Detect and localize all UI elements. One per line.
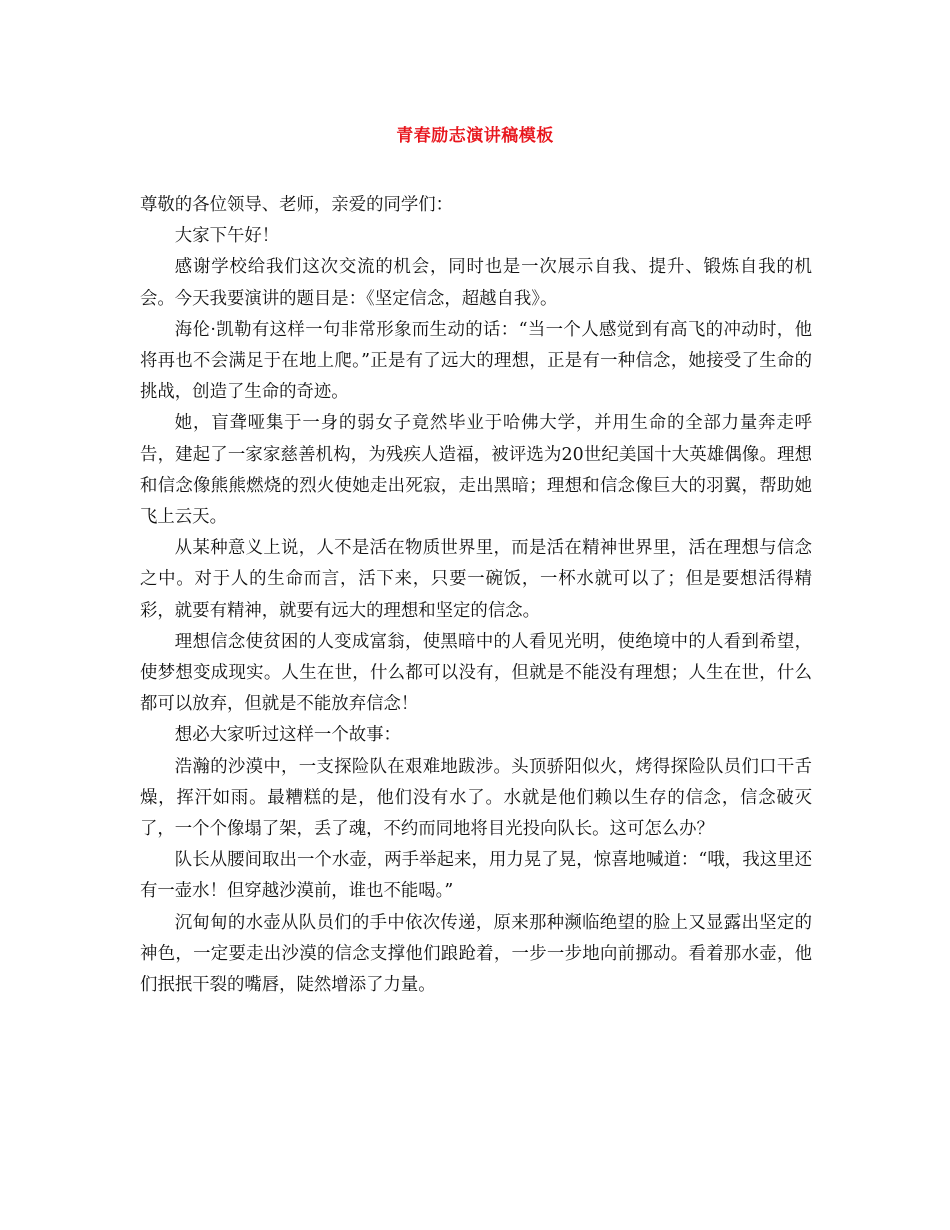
- paragraph: 她，盲聋哑集于一身的弱女子竟然毕业于哈佛大学，并用生命的全部力量奔走呼告，建起了一家家慈善机构，为残疾人造福，被评选为20世纪美国十大英雄偶像。理想和信念像熊熊燃烧的烈火使她走出死寂，走出黑暗；理想和信念像巨大的羽翼，帮助她飞上云天。: [140, 413, 812, 528]
- paragraph: 沉甸甸的水壶从队员们的手中依次传递，原来那种濒临绝望的脸上又显露出坚定的神色，一定要走出沙漠的信念支撑他们踉跄着，一步一步地向前挪动。看着那水壶，他们抿抿干裂的嘴唇，陡然增添了力量。: [140, 912, 812, 996]
- document-body: [140, 190, 812, 1001]
- paragraph: 海伦·凯勒有这样一句非常形象而生动的话：“当一个人感觉到有高飞的冲动时，他将再也不会满足于在地上爬。”正是有了远大的理想，正是有一种信念，她接受了生命的挑战，创造了生命的奇迹。: [140, 319, 812, 403]
- paragraph: 队长从腰间取出一个水壶，两手举起来，用力晃了晃，惊喜地喊道：“哦，我这里还有一壶水！但穿越沙漠前，谁也不能喝。”: [140, 850, 812, 902]
- paragraph-greeting: 大家下午好！: [174, 226, 280, 247]
- paragraph: 理想信念使贫困的人变成富翁，使黑暗中的人看见光明，使绝境中的人看到希望，使梦想变成现实。人生在世，什么都可以没有，但就是不能没有理想；人生在世，什么都可以放弃，但就是不能放弃信念！: [140, 631, 812, 715]
- paragraph: 从某种意义上说，人不是活在物质世界里，而是活在精神世界里，活在理想与信念之中。对于人的生命而言，活下来，只要一碗饭，一杯水就可以了；但是要想活得精彩，就要有精神，就要有远大的理想和坚定的信念。: [140, 538, 812, 621]
- paragraph: 想必大家听过这样一个故事：: [174, 725, 401, 746]
- document-title: 青春励志演讲稿模板: [396, 126, 554, 146]
- paragraph-salutation: 尊敬的各位领导、老师，亲爱的同学们：: [140, 195, 454, 215]
- paragraph: 浩瀚的沙漠中，一支探险队在艰难地跋涉。头顶骄阳似火，烤得探险队员们口干舌燥，挥汗如雨。最糟糕的是，他们没有水了。水就是他们赖以生存的信念，信念破灭了，一个个像塌了架，丢了魂，不约而同地将目光投向队长。这可怎么办？: [140, 756, 812, 840]
- paragraph: 感谢学校给我们这次交流的机会，同时也是一次展示自我、提升、锻炼自我的机会。今天我要演讲的题目是：《坚定信念，超越自我》。: [140, 257, 812, 309]
